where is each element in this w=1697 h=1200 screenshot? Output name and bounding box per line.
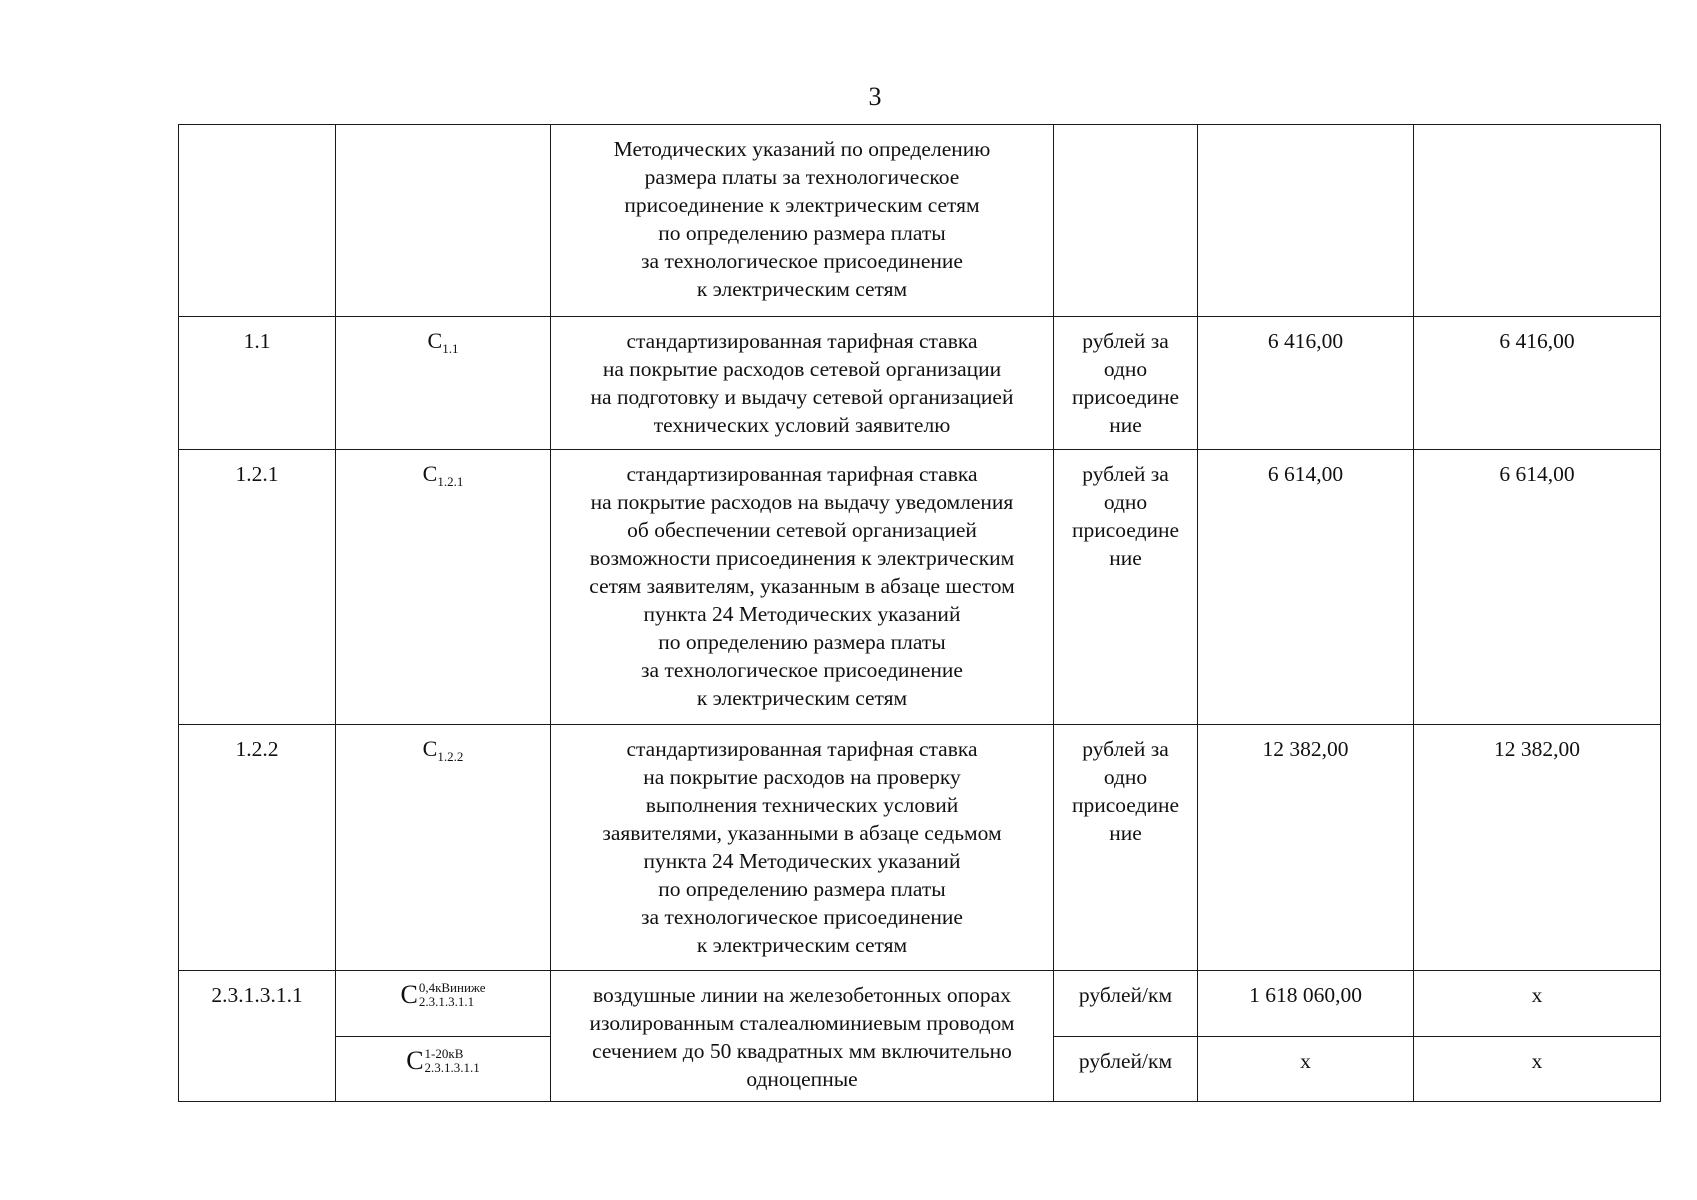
value1-cell: 1 618 060,00 — [1198, 971, 1414, 1037]
description-cell — [551, 725, 1054, 971]
value2-cell: 12 382,00 — [1414, 725, 1661, 971]
value2-cell: 6 614,00 — [1414, 450, 1661, 725]
table-row — [179, 450, 1661, 725]
rate-symbol: С 1-20кВ 2.3.1.3.1.1 — [406, 1045, 480, 1075]
description-text: стандартизированная тарифная ставка на покрытие расходов сетевой организации на подготовку и выдачу сетевой организацией технических условий заявителю — [590, 329, 1014, 437]
table-row — [179, 725, 1661, 971]
unit-cell — [1054, 725, 1198, 971]
value1-cell: 6 416,00 — [1198, 317, 1414, 450]
value1-cell: х — [1198, 1036, 1414, 1102]
symbol-subscript: 2.3.1.3.1.1 — [418, 994, 475, 1009]
row-number-cell — [179, 125, 336, 317]
row-number-cell: 1.2.2 — [179, 725, 336, 971]
table-row — [179, 125, 1661, 317]
unit-text: рублей за одно присоедине ние — [1071, 329, 1180, 437]
row-number-cell: 1.2.1 — [179, 450, 336, 725]
symbol-cell — [336, 1036, 551, 1102]
rate-symbol: $С_{1.1}$ — [427, 328, 459, 356]
value2-cell: х — [1414, 1036, 1661, 1102]
description-text: воздушные линии на железобетонных опорах изолированным сталеалюминиевым проводом сечением до 50 квадратных мм включительно одноцепные — [589, 983, 1015, 1091]
unit-cell: рублей/км — [1054, 1036, 1198, 1102]
rate-symbol: $С_{1.2.1}$ — [422, 461, 464, 489]
description-cell — [551, 125, 1054, 317]
unit-text: рублей за одно присоедине ние — [1071, 737, 1180, 845]
unit-text: рублей за одно присоедине ние — [1071, 462, 1180, 570]
description-cell — [551, 971, 1054, 1102]
value2-cell: 6 416,00 — [1414, 317, 1661, 450]
description-text: стандартизированная тарифная ставка на покрытие расходов на проверку выполнения технических условий заявителями, указанными в абзаце седьмом пункта 24 Методических указаний по определению размера платы за технологическое присоединение к электрическим сетям — [602, 737, 1002, 957]
symbol-superscript: 0,4кВиниже — [418, 980, 486, 995]
symbol-subscript: 2.3.1.3.1.1 — [424, 1059, 480, 1075]
value1-cell — [1198, 125, 1414, 317]
symbol-cell — [336, 971, 551, 1037]
unit-cell — [1054, 125, 1198, 317]
description-text: Методических указаний по определению размера платы за технологическое присоединение к электрическим сетям по определению размера платы за технологическое присоединение к электрическим сетям — [613, 137, 991, 301]
symbol-cell — [336, 725, 551, 971]
symbol-cell — [336, 125, 551, 317]
unit-cell — [1054, 450, 1198, 725]
row-number-cell: 2.3.1.3.1.1 — [179, 971, 336, 1102]
table-row — [179, 317, 1661, 450]
value1-cell: 6 614,00 — [1198, 450, 1414, 725]
table-row — [179, 971, 1661, 1037]
description-text: стандартизированная тарифная ставка на покрытие расходов на выдачу уведомления об обеспечении сетевой организацией возможности присоединения к электрическим сетям заявителям, указанным в абзаце шестом пункта 24 Методических указаний по определению размера платы за технологическое присоединение к электрическим сетям — [589, 462, 1015, 710]
symbol-superscript: 1-20кВ — [424, 1045, 464, 1061]
symbol-cell — [336, 317, 551, 450]
description-cell — [551, 317, 1054, 450]
page-number: 3 — [868, 82, 882, 111]
description-cell — [551, 450, 1054, 725]
value2-cell: х — [1414, 971, 1661, 1037]
value1-cell: 12 382,00 — [1198, 725, 1414, 971]
value2-cell — [1414, 125, 1661, 317]
symbol-cell — [336, 450, 551, 725]
rate-symbol: $С_{1.2.2}$ — [422, 736, 464, 764]
tariff-rates-table — [178, 124, 1661, 1102]
rate-symbol: С 0,4кВиниже 2.3.1.3.1.1 — [400, 980, 486, 1009]
row-number-cell: 1.1 — [179, 317, 336, 450]
unit-cell: рублей/км — [1054, 971, 1198, 1037]
unit-cell — [1054, 317, 1198, 450]
